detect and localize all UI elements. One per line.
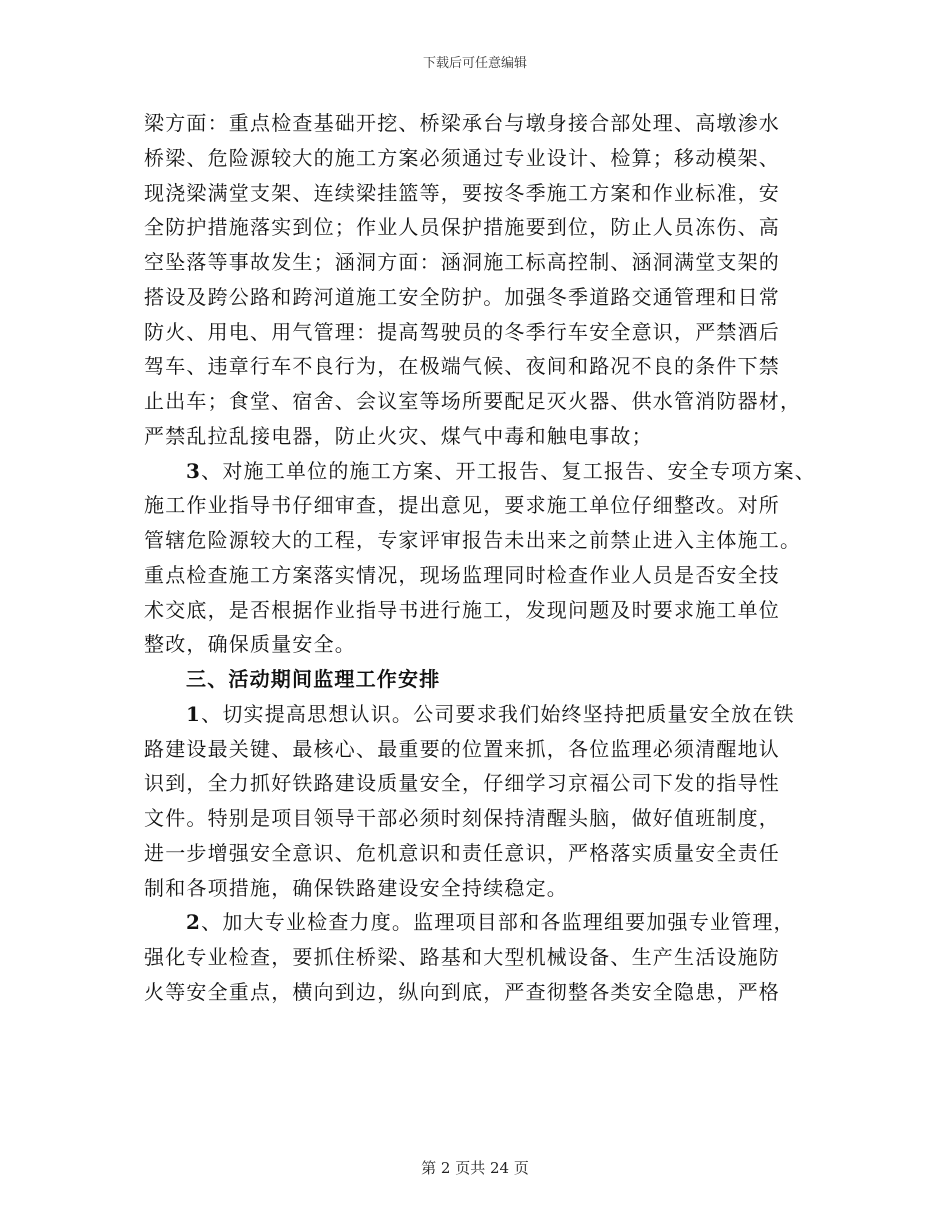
body-line: 强化专业检查，要抓住桥梁、路基和大型机械设备、生产生活设施防 xyxy=(144,945,780,969)
paragraph-text: 、对施工单位的施工方案、开工报告、复工报告、安全专项方案、 xyxy=(201,458,816,483)
body-line: 制和各项措施，确保铁路建设安全持续稳定。 xyxy=(144,875,568,900)
list-number: 2 xyxy=(186,910,202,935)
section-heading: 三、活动期间监理工作安排 xyxy=(186,667,441,691)
body-line: 现浇梁满堂支架、连续梁挂篮等，要按冬季施工方案和作业标准，安 xyxy=(144,180,780,205)
paragraph-text: 、加大专业检查力度。监理项目部和各监理组要加强专业管理， xyxy=(201,910,795,935)
paragraph-text: 、切实提高思想认识。公司要求我们始终坚持把质量安全放在铁 xyxy=(201,701,795,726)
list-number: 1 xyxy=(186,701,202,726)
body-line: 搭设及跨公路和跨河道施工安全防护。加强冬季道路交通管理和日常 xyxy=(144,284,780,309)
body-line: 路建设最关键、最核心、最重要的位置来抓，各位监理必须清醒地认 xyxy=(144,736,780,761)
list-number: 3 xyxy=(186,458,202,483)
body-line: 驾车、违章行车不良行为，在极端气候、夜间和路况不良的条件下禁 xyxy=(144,354,780,379)
body-line: 梁方面：重点检查基础开挖、桥梁承台与墩身接合部处理、高墩渗水 xyxy=(144,111,780,135)
paragraph-first-line xyxy=(144,697,824,732)
body-line: 术交底，是否根据作业指导书进行施工，发现问题及时要求施工单位 xyxy=(144,597,780,622)
paragraph-first-line xyxy=(144,905,824,940)
page-header: 下载后可任意编辑 xyxy=(422,56,527,71)
body-line: 文件。特别是项目领导干部必须时刻保持清醒头脑，做好值班制度， xyxy=(144,806,780,830)
body-line: 全防护措施落实到位；作业人员保护措施要到位，防止人员冻伤、高 xyxy=(144,215,780,240)
body-line: 止出车；食堂、宿舍、会议室等场所要配足灭火器、供水管消防器材， xyxy=(144,389,802,413)
body-line: 重点检查施工方案落实情况，现场监理同时检查作业人员是否安全技 xyxy=(144,562,780,587)
body-line: 桥梁、危险源较大的施工方案必须通过专业设计、检算；移动模架、 xyxy=(144,145,780,170)
body-line: 严禁乱拉乱接电器，防止火灾、煤气中毒和触电事故； xyxy=(144,423,653,448)
page-footer: 第 2 页共 24 页 xyxy=(421,1159,529,1177)
body-line: 火等安全重点，横向到边，纵向到底，严查彻整各类安全隐患，严格 xyxy=(144,979,780,1004)
body-line: 进一步增强安全意识、危机意识和责任意识，严格落实质量安全责任 xyxy=(144,840,780,865)
body-line: 识到，全力抓好铁路建设质量安全，仔细学习京福公司下发的指导性 xyxy=(144,771,780,796)
body-line: 施工作业指导书仔细审查，提出意见，要求施工单位仔细整改。对所 xyxy=(144,493,780,518)
body-line: 空坠落等事故发生；涵洞方面：涵洞施工标高控制、涵洞满堂支架的 xyxy=(144,250,780,274)
paragraph-first-line xyxy=(144,454,824,489)
body-line: 整改，确保质量安全。 xyxy=(144,632,356,657)
document-body xyxy=(144,106,824,1010)
body-line: 管辖危险源较大的工程，专家评审报告未出来之前禁止进入主体施工。 xyxy=(144,528,802,552)
body-line: 防火、用电、用气管理：提高驾驶员的冬季行车安全意识，严禁酒后 xyxy=(144,319,780,344)
